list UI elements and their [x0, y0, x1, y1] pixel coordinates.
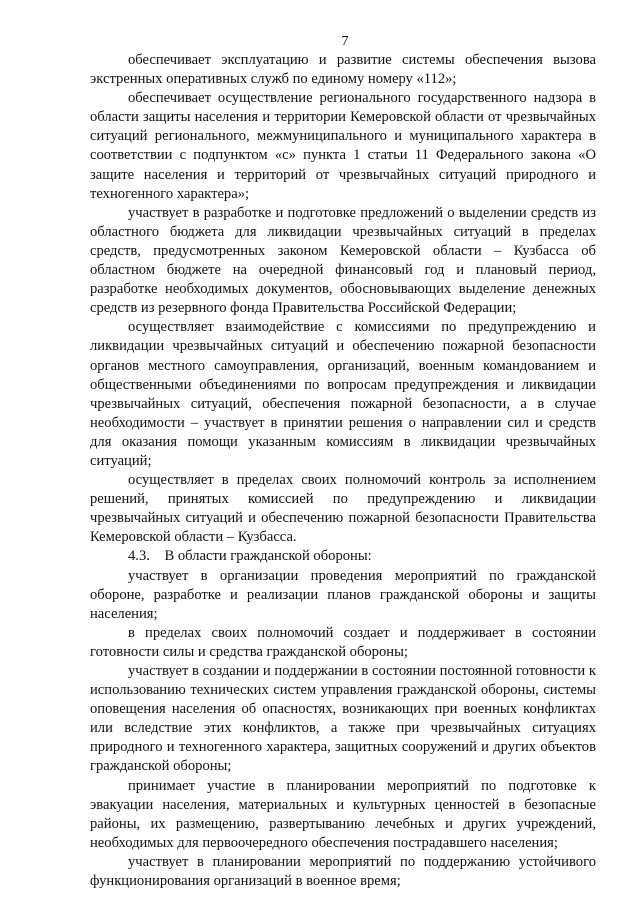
paragraph: обеспечивает эксплуатацию и развитие системы обеспечения вызова экстренных оперативных служб по единому номеру «112»;	[90, 52, 596, 88]
section-heading: 4.3. В области гражданской обороны:	[128, 548, 372, 565]
paragraph: обеспечивает осуществление регионального государственного надзора в области защиты населения и территории Кемеровской области от чрезвычайных ситуаций регионального, межмуниципального и муниципального характера в соответствии с подпунктом «с» пункта 1 статьи 11 Федерального закона «О защите населения и территорий от чрезвычайных ситуаций природного и техногенного характера»;	[90, 90, 596, 202]
paragraph: принимает участие в планировании мероприятий по подготовке к эвакуации населения, материальных и культурных ценностей в безопасные районы, их размещению, развертыванию лечебных и других учреждений, необходимых для первоочередного обеспечения пострадавшего населения;	[90, 777, 596, 851]
paragraph: участвует в разработке и подготовке предложений о выделении средств из областного бюджета для ликвидации чрезвычайных ситуаций в пределах средств, предусмотренных законом Кемеровской области – Кузбасса об областном бюджете на очередной финансовый год и плановый период, разработке необходимых документов, обосновывающих выделение денежных средств из резервного фонда Правительства Российской Федерации;	[90, 204, 596, 317]
paragraph: осуществляет в пределах своих полномочий контроль за исполнением решений, принятых комиссией по предупреждению и ликвидации чрезвычайных ситуаций и обеспечению пожарной безопасности Правительства Кемеровской области – Кузбасса.	[90, 472, 596, 546]
document-body	[90, 51, 596, 891]
paragraph: участвует в планировании мероприятий по поддержанию устойчивого функционирования организаций в военное время;	[90, 853, 596, 890]
paragraph: в пределах своих полномочий создает и поддерживает в состоянии готовности силы и средства гражданской обороны;	[90, 624, 596, 660]
paragraph: участвует в создании и поддержании в состоянии постоянной готовности к использованию технических систем управления гражданской обороны, системы оповещения населения об опасностях, возникающих при военных конфликтах или вследствие этих конфликтов, а также при чрезвычайных ситуациях природного и техногенного характера, защитных сооружений и других объектов гражданской обороны;	[90, 663, 596, 775]
paragraph: участвует в организации проведения мероприятий по гражданской обороне, разработке и реализации планов гражданской обороны и защиты населения;	[90, 567, 596, 622]
page-number: 7	[341, 34, 349, 49]
paragraph: осуществляет взаимодействие с комиссиями по предупреждению и ликвидации чрезвычайных ситуаций и обеспечению пожарной безопасности органов местного самоуправления, организаций, военным командованием и общественными объединениями по вопросам предупреждения и ликвидации чрезвычайных ситуаций, обеспечения пожарной безопасности, а в случае необходимости – участвует в принятии решения о направлении сил и средств для оказания помощи указанным комиссиям в ликвидации чрезвычайных ситуаций;	[90, 319, 596, 469]
